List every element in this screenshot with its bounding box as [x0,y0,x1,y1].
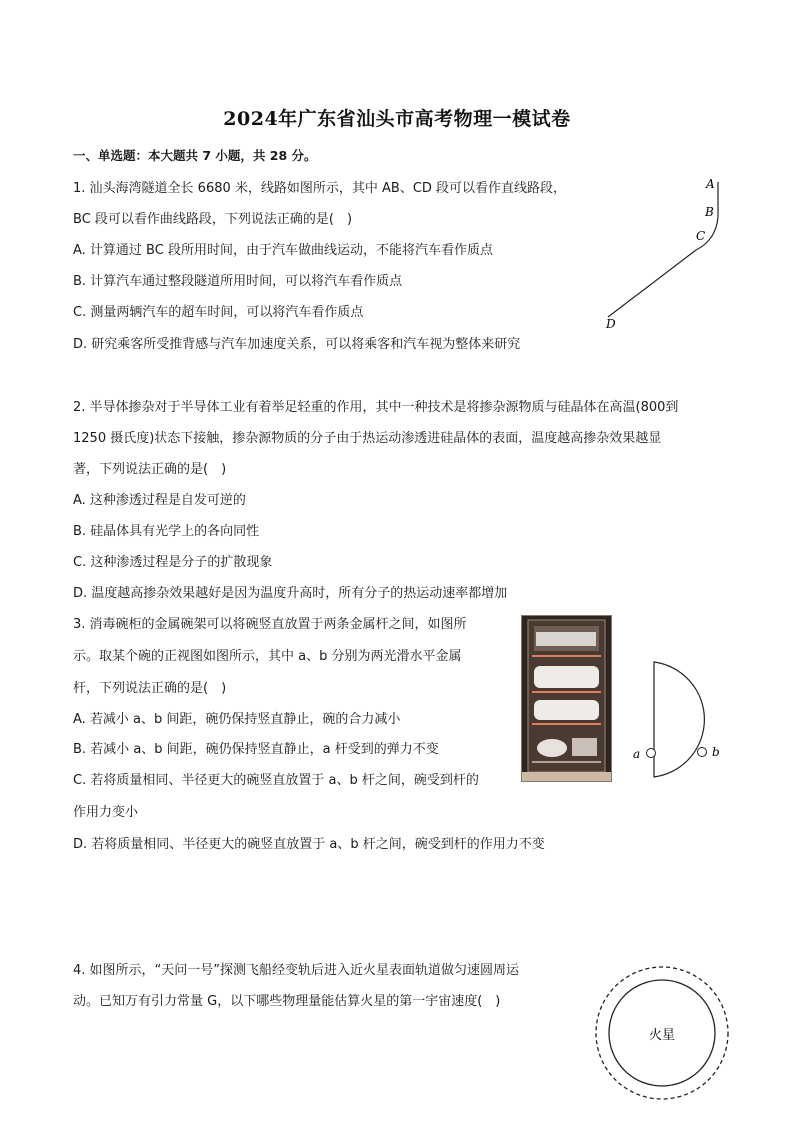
q3-label-b: b [712,745,720,759]
q2-option-a: A. 这种渗透过程是自发可逆的 [73,493,246,508]
q3-option-d: D. 若将质量相同、半径更大的碗竖直放置于 a、b 杆之间，碗受到杆的作用力不变 [73,837,545,852]
q1-option-a: A. 计算通过 BC 段所用时间，由于汽车做曲线运动，不能将汽车看作质点 [73,243,493,258]
q3-label-a: a [633,747,641,761]
q1-stem-line1: 1. 汕头海湾隧道全长 6680 米，线路如图所示，其中 AB、CD 段可以看作直线路段， [73,181,567,196]
q4-stem-line1: 4. 如图所示，“天问一号”探测飞船经变轨后进入近火星表面轨道做匀速圆周运 [73,963,520,978]
q2-option-c: C. 这种渗透过程是分子的扩散现象 [73,555,273,570]
q1-label-d: D [606,317,616,331]
q3-bowl-figure [628,655,728,783]
q2-option-d: D. 温度越高掺杂效果越好是因为温度升高时，所有分子的热运动速率都增加 [73,586,508,601]
q4-mars-orbit-figure [590,958,735,1103]
q2-stem-line3: 著，下列说法正确的是( ) [73,462,227,477]
q3-option-b: B. 若减小 a、b 间距，碗仍保持竖直静止，a 杆受到的弹力不变 [73,742,439,757]
q3-option-c-line2: 作用力变小 [73,805,139,820]
q4-stem-line2: 动。已知万有引力常量 G，以下哪些物理量能估算火星的第一宇宙速度( ) [73,994,501,1009]
q3-stem-line1: 3. 消毒碗柜的金属碗架可以将碗竖直放置于两条金属杆之间，如图所 [73,617,467,632]
section-heading: 一、单选题：本大题共 7 小题，共 28 分。 [73,148,317,163]
q1-tunnel-figure [598,172,728,334]
q2-option-b: B. 硅晶体具有光学上的各向同性 [73,524,260,539]
q3-stem-line2: 示。取某个碗的正视图如图所示，其中 a、b 分别为两光滑水平金属 [73,649,462,664]
q2-stem-line2: 1250 摄氏度)状态下接触，掺杂源物质的分子由于热运动渗透进硅晶体的表面，温度越高掺杂效果越显 [73,431,662,446]
q1-option-b: B. 计算汽车通过整段隧道所用时间，可以将汽车看作质点 [73,274,403,289]
q1-stem-line2: BC 段可以看作曲线路段，下列说法正确的是( ) [73,212,353,227]
q1-label-a: A [706,177,715,191]
q1-option-d: D. 研究乘客所受推背感与汽车加速度关系，可以将乘客和汽车视为整体来研究 [73,337,521,352]
q3-option-a: A. 若减小 a、b 间距，碗仍保持竖直静止，碗的合力减小 [73,712,401,727]
rod-a [647,749,656,758]
rod-b [698,748,707,757]
page-title: 2024年广东省汕头市高考物理一模试卷 [223,108,571,130]
dish-rack-photo [521,615,612,782]
q1-label-c: C [696,229,706,243]
q1-label-b: B [705,205,714,219]
q1-option-c: C. 测量两辆汽车的超车时间，可以将汽车看作质点 [73,305,364,320]
mars-label: 火星 [648,1028,676,1043]
q3-stem-line3: 杆，下列说法正确的是( ) [73,681,227,696]
q2-stem-line1: 2. 半导体掺杂对于半导体工业有着举足轻重的作用，其中一种技术是将掺杂源物质与硅晶体在高温(800到 [73,400,679,415]
q3-option-c-line1: C. 若将质量相同、半径更大的碗竖直放置于 a、b 杆之间，碗受到杆的 [73,773,479,788]
